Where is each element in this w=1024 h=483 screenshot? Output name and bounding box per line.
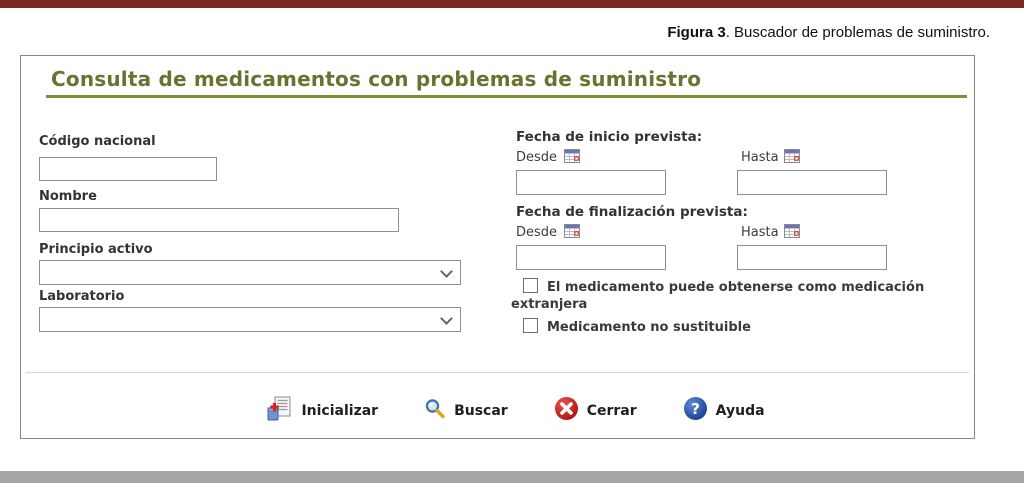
ayuda-button[interactable] xyxy=(683,396,765,425)
medicacion-extranjera-checkbox[interactable] xyxy=(523,278,538,293)
ayuda-label: Ayuda xyxy=(715,402,765,419)
fecha-inicio-title: Fecha de inicio prevista: xyxy=(516,129,703,145)
supply-problems-search-panel xyxy=(20,55,975,439)
figure-caption xyxy=(667,24,990,41)
figure-caption-text: . Buscador de problemas de suministro. xyxy=(725,24,990,41)
button-row-divider xyxy=(26,372,969,373)
buscar-label: Buscar xyxy=(454,402,508,419)
chevron-down-icon xyxy=(440,265,453,278)
fecha-inicio-section xyxy=(516,129,916,199)
no-sustituible-checkbox[interactable] xyxy=(523,318,538,333)
chevron-down-icon xyxy=(440,312,453,325)
svg-text:?: ? xyxy=(690,400,700,418)
panel-title: Consulta de medicamentos con problemas de suministro xyxy=(51,67,702,91)
close-icon xyxy=(554,396,579,425)
fecha-finalizacion-desde-input[interactable] xyxy=(516,245,666,270)
calendar-icon[interactable] xyxy=(564,223,580,242)
help-icon xyxy=(683,396,708,425)
cerrar-label: Cerrar xyxy=(586,402,637,419)
calendar-icon[interactable] xyxy=(784,148,800,167)
fecha-finalizacion-hasta-input[interactable] xyxy=(737,245,887,270)
top-red-bar xyxy=(0,0,1024,8)
calendar-icon[interactable] xyxy=(564,148,580,167)
no-sustituible-option xyxy=(511,318,956,336)
medicacion-extranjera-label: El medicamento puede obtenerse como medicación extranjera xyxy=(511,280,925,312)
fecha-finalizacion-title: Fecha de finalización prevista: xyxy=(516,204,748,220)
buscar-button[interactable] xyxy=(424,396,508,425)
laboratorio-select[interactable] xyxy=(39,307,461,332)
hasta-label: Hasta xyxy=(741,150,779,165)
desde-label: Desde xyxy=(516,150,558,165)
principio-activo-label: Principio activo xyxy=(39,242,153,257)
hasta-label: Hasta xyxy=(741,225,779,240)
fecha-inicio-hasta-input[interactable] xyxy=(737,170,887,195)
desde-label: Desde xyxy=(516,225,558,240)
inicializar-button[interactable] xyxy=(266,396,378,425)
medicacion-extranjera-option xyxy=(511,278,956,313)
search-icon xyxy=(424,398,446,424)
codigo-nacional-label: Código nacional xyxy=(39,134,156,149)
no-sustituible-label: Medicamento no sustituible xyxy=(547,320,751,335)
nombre-label: Nombre xyxy=(39,189,97,204)
nombre-input[interactable] xyxy=(39,208,399,232)
title-underline xyxy=(46,95,967,98)
fecha-finalizacion-section xyxy=(516,204,916,274)
action-button-row xyxy=(39,396,992,425)
principio-activo-select[interactable] xyxy=(39,260,461,285)
cerrar-button[interactable] xyxy=(554,396,637,425)
bottom-gray-bar xyxy=(0,471,1024,483)
inicializar-label: Inicializar xyxy=(301,402,379,419)
fecha-inicio-desde-input[interactable] xyxy=(516,170,666,195)
calendar-icon[interactable] xyxy=(784,223,800,242)
codigo-nacional-input[interactable] xyxy=(39,157,217,181)
reset-form-icon xyxy=(266,396,293,425)
laboratorio-label: Laboratorio xyxy=(39,289,125,304)
figure-caption-label: Figura 3 xyxy=(667,24,726,41)
